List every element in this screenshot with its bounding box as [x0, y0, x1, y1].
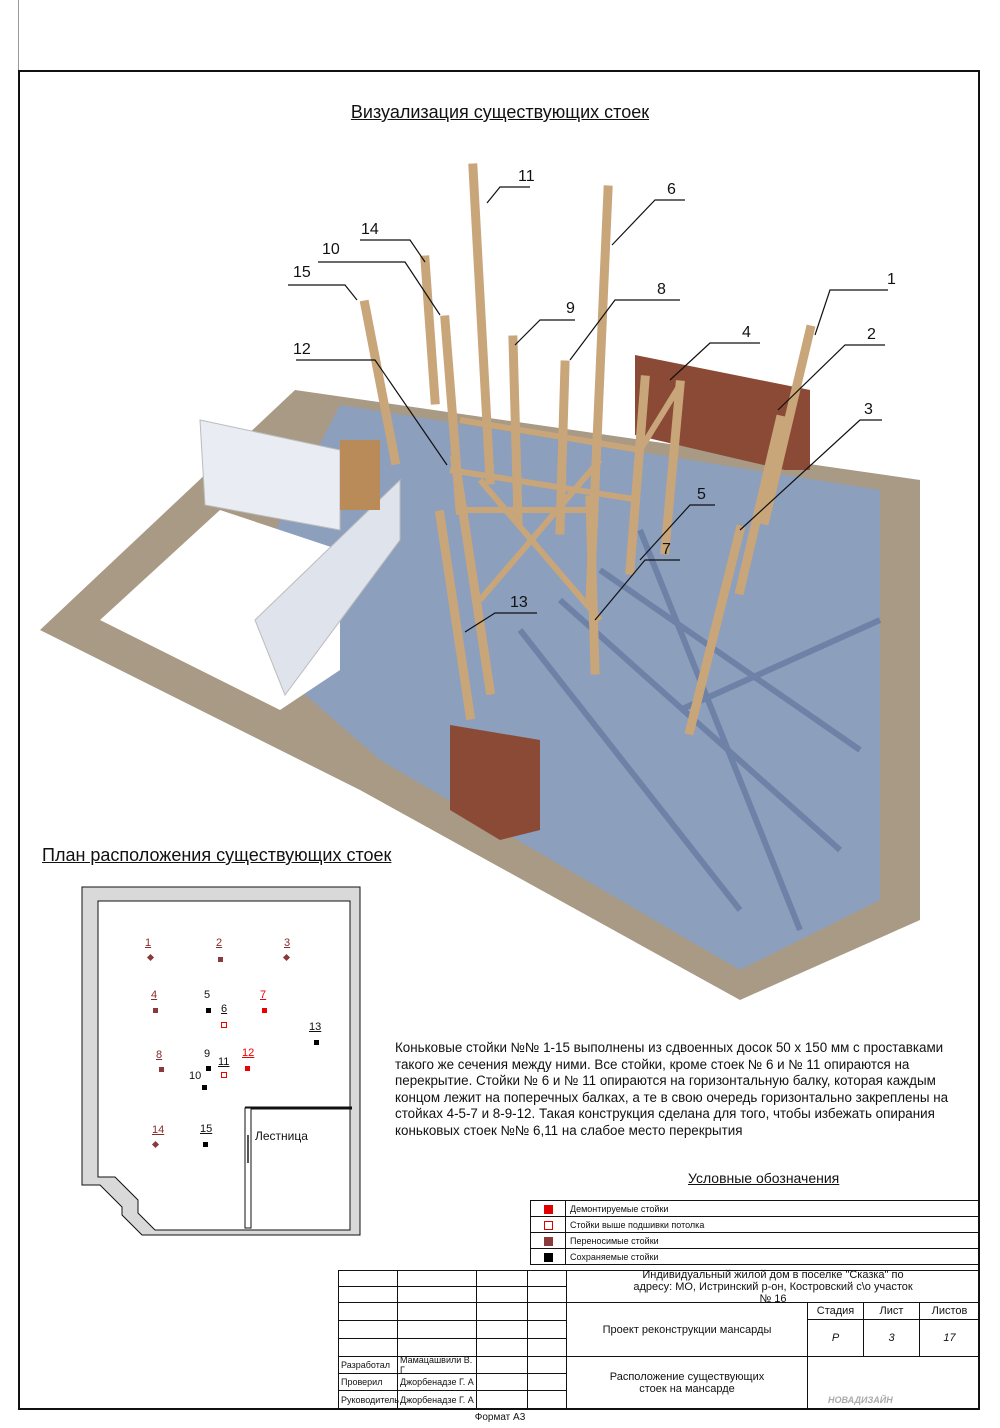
legend-row: [531, 1201, 980, 1217]
plan-marker-13: [314, 1040, 319, 1045]
callout-6: 6: [667, 181, 676, 198]
company-logo: НОВАДИЗАЙН: [807, 1356, 980, 1410]
date-cell: [527, 1356, 567, 1374]
object-address: Индивидуальный жилой дом в поселке "Сказка" по адресу: МО, Истринский р-он, Костровский с\о участок № 16: [566, 1270, 980, 1303]
grid-cell: [397, 1320, 477, 1339]
plan-label-11: 11: [218, 1056, 230, 1068]
plan-label-15: 15: [200, 1123, 213, 1135]
plan-label-9: 9: [204, 1048, 211, 1060]
plan-marker-12: [245, 1066, 250, 1071]
plan-label-12: 12: [242, 1047, 255, 1059]
plan-marker-15: [203, 1142, 208, 1147]
plan-marker-11: [221, 1072, 227, 1078]
role-label: Руководитель: [338, 1390, 398, 1410]
grid-cell: [476, 1320, 528, 1339]
callout-15: 15: [293, 264, 311, 281]
callout-5: 5: [697, 486, 706, 503]
callout-14: 14: [361, 221, 379, 238]
plan-marker-9: [206, 1066, 211, 1071]
callout-10: 10: [322, 241, 340, 258]
callout-11: 11: [518, 168, 535, 185]
callout-9: 9: [566, 300, 575, 317]
grid-cell: [397, 1302, 477, 1321]
grid-cell: [397, 1286, 477, 1303]
plan-marker-4: [153, 1008, 158, 1013]
grid-cell: [527, 1270, 567, 1287]
sheets-value: 17: [919, 1319, 980, 1357]
plan-marker-7: [262, 1008, 267, 1013]
plan-label-7: 7: [260, 989, 267, 1001]
signature-cell: [476, 1373, 528, 1391]
legend-title: Условные обозначения: [688, 1170, 840, 1186]
plan-marker-8: [159, 1067, 164, 1072]
visualization-title: Визуализация существующих стоек: [350, 102, 650, 122]
plan-label-6: 6: [221, 1003, 228, 1015]
plan-marker-6: [221, 1022, 227, 1028]
role-label: Разработал: [338, 1356, 398, 1374]
legend-label: Переносимые стойки: [566, 1233, 980, 1249]
grid-cell: [527, 1320, 567, 1339]
plan-marker-10: [202, 1085, 207, 1090]
role-name: Джорбенадзе Г. А: [397, 1373, 477, 1391]
drawing-name: Расположение существующих стоек на мансарде: [566, 1356, 808, 1410]
legend-table: [530, 1200, 980, 1265]
role-name: Мамацашвили В. Г: [397, 1356, 477, 1374]
plan-title: План расположения существующих стоек: [42, 845, 392, 865]
date-cell: [527, 1373, 567, 1391]
callout-13: 13: [510, 594, 528, 611]
plan-label-1: 1: [145, 937, 152, 949]
legend-swatch-kept: [544, 1253, 553, 1262]
grid-cell: [476, 1286, 528, 1303]
stair: [245, 1108, 251, 1228]
grid-cell: [527, 1338, 567, 1357]
legend-swatch-demolished: [544, 1205, 553, 1214]
grid-cell: [476, 1270, 528, 1287]
plan-label-13: 13: [309, 1021, 322, 1033]
role-name: Джорбенадзе Г. А: [397, 1390, 477, 1410]
description-text: Коньковые стойки №№ 1-15 выполнены из сдвоенных досок 50 х 150 мм с проставками такого же сечения между ними. Все стойки, кроме стоек № 6 и № 11 опираются на перекрытие. Стойки № 6 и № 11 опираются на горизонтальную балку, которая каждым концом лежит на поперечных балках, а те в свою очередь горизонтально закреплены на стойках 4-5-7 и 8-9-12. Такая конструкция сделана для того, чтобы избежать опирания коньковых стоек №№ 6,11 на слабое место перекрытия: [395, 1040, 949, 1138]
signature-cell: [476, 1390, 528, 1410]
grid-cell: [476, 1338, 528, 1357]
grid-cell: [338, 1302, 398, 1321]
callout-3: 3: [864, 401, 873, 418]
legend-swatch-above-ceiling: [544, 1221, 553, 1230]
grid-cell: [397, 1270, 477, 1287]
sheet-header: Лист: [863, 1302, 920, 1320]
plan-label-4: 4: [151, 989, 158, 1001]
role-label: Проверил: [338, 1373, 398, 1391]
stair-label: Лестница: [255, 1129, 308, 1143]
legend-swatch-moved: [544, 1237, 553, 1246]
callout-8: 8: [657, 281, 666, 298]
grid-cell: [527, 1286, 567, 1303]
grid-cell: [338, 1270, 398, 1287]
plan-label-2: 2: [216, 937, 223, 949]
plan-label-5: 5: [204, 989, 211, 1001]
callout-1: 1: [887, 271, 896, 288]
stage-header: Стадия: [807, 1302, 864, 1320]
grid-cell: [527, 1302, 567, 1321]
plan-marker-2: [218, 957, 223, 962]
stage-value: Р: [807, 1319, 864, 1357]
plan-label-14: 14: [152, 1124, 165, 1136]
callout-4: 4: [742, 324, 751, 341]
callout-2: 2: [867, 326, 876, 343]
date-cell: [527, 1390, 567, 1410]
legend-label: Стойки выше подшивки потолка: [566, 1217, 980, 1233]
sheets-header: Листов: [919, 1302, 980, 1320]
callout-7: 7: [662, 541, 671, 558]
signature-cell: [476, 1356, 528, 1374]
legend-row: [531, 1233, 980, 1249]
grid-cell: [338, 1320, 398, 1339]
callout-12: 12: [293, 341, 311, 358]
legend-label: Демонтируемые стойки: [566, 1201, 980, 1217]
plan-label-8: 8: [156, 1049, 163, 1061]
plan-marker-5: [206, 1008, 211, 1013]
title-block: [338, 1270, 980, 1410]
grid-cell: [338, 1338, 398, 1357]
format-label: Формат А3: [474, 1412, 526, 1423]
plan-label-3: 3: [284, 937, 291, 949]
sheet-value: 3: [863, 1319, 920, 1357]
legend-row: [531, 1249, 980, 1265]
grid-cell: [476, 1302, 528, 1321]
grid-cell: [338, 1286, 398, 1303]
legend-row: [531, 1217, 980, 1233]
plan-label-10: 10: [189, 1070, 202, 1082]
project-name: Проект реконструкции мансарды: [566, 1302, 808, 1357]
legend-label: Сохраняемые стойки: [566, 1249, 980, 1265]
